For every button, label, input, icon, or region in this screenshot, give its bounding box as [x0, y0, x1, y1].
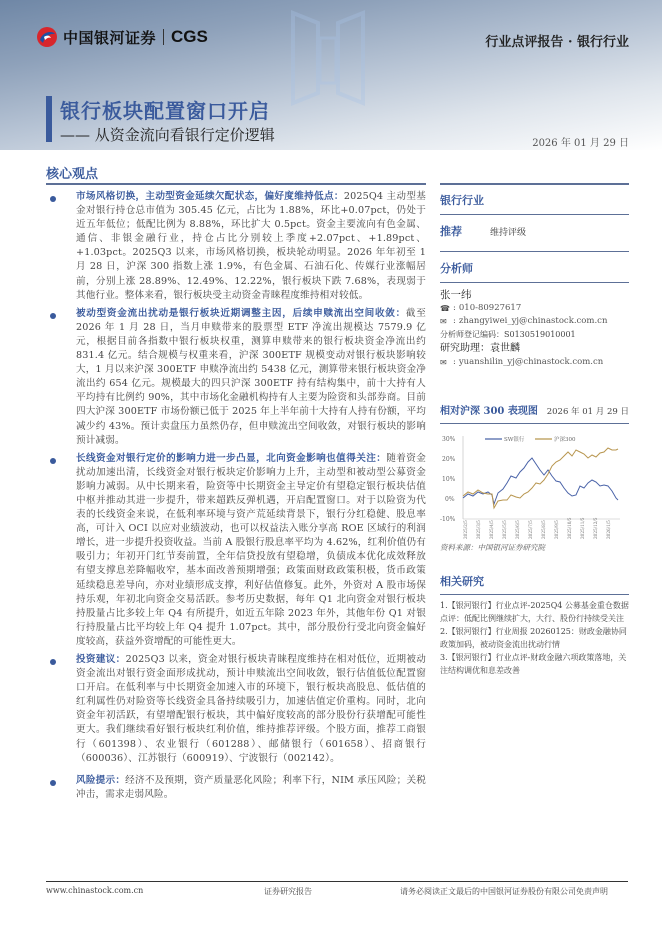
- analyst-heading: 分析师: [440, 262, 473, 275]
- bullet-text: 截至 2026 年 1 月 28 日，当月申赎带来的股票型 ETF 净流出规模达 7579.9 亿元，根据目前各指数中银行板块权重，测算申赎带来的银行板块资金净流出约 831.4 亿元。结合规模与权重来看，沪深 300ETF 规模变动对银行板块影响较大，1 月以来沪深 300ETF 申赎净流出约 5438 亿元，测算带来银行板块资金净流出约 654 亿元。规模最大的四只沪深 300ETF 持有结构集中，前十大持有人平均持有比例约 90%，其中市场化金融机构持有人主要为险资和头部券商。目前四大沪深 300ETF 市场份额已低于 2025 年上半年前十大持有人持有份额，平均减少约 43%。预计卖盘压力虽然仍存，但申赎流出空间收敛，对银行板块的影响预计减弱。: [76, 307, 426, 446]
- bullet-heading: 风险提示：: [76, 774, 126, 786]
- svg-text:2025/3/5: 2025/3/5: [476, 520, 481, 539]
- svg-text:2025/5/5: 2025/5/5: [502, 520, 507, 539]
- svg-text:-10%: -10%: [440, 516, 456, 523]
- svg-text:2025/11/5: 2025/11/5: [580, 517, 585, 539]
- report-date: 2026 年 01 月 29 日: [532, 138, 629, 149]
- bullet-heading: 长线资金对银行定价的影响力进一步凸显，北向资金影响也值得关注：: [76, 452, 387, 464]
- sidebar-divider: [440, 282, 629, 283]
- svg-text:2025/10/5: 2025/10/5: [567, 517, 572, 539]
- relative-performance-chart: [440, 402, 629, 553]
- svg-text:2025/12/5: 2025/12/5: [593, 517, 598, 539]
- envelope-icon: ✉: [440, 317, 447, 326]
- core-views-heading: 核心观点: [46, 167, 99, 182]
- rating-value: 维持评级: [490, 227, 527, 238]
- footer-website[interactable]: www.chinastock.com.cn: [46, 886, 144, 895]
- footer-center: 证券研究报告: [264, 887, 312, 896]
- series-sw-bank: [463, 458, 618, 504]
- list-item: [46, 307, 426, 448]
- analyst-phone: ☎ : 010-80927617: [440, 303, 522, 313]
- analyst-email[interactable]: ✉ : zhangyiwei_yj@chinastock.com.cn: [440, 316, 608, 326]
- envelope-icon: ✉: [440, 358, 447, 367]
- logo-divider: [163, 29, 164, 45]
- bullet-heading: 投资建议：: [76, 654, 126, 665]
- footer-divider: [46, 881, 628, 882]
- svg-text:20%: 20%: [442, 456, 456, 463]
- related-item[interactable]: 2.【银河银行】行业周报 20260125：财政金融协同政策加码，被动资金流出扰动行情: [440, 627, 627, 649]
- sidebar: [440, 183, 629, 369]
- list-item: [46, 190, 426, 303]
- svg-text:10%: 10%: [442, 476, 456, 483]
- chart-legend: [485, 435, 576, 443]
- related-research: [440, 573, 629, 677]
- chart-divider: [440, 423, 629, 424]
- title-accent-bar: [46, 96, 52, 142]
- related-heading: 相关研究: [440, 575, 484, 588]
- bullet-text: 随着资金扰动加速出清，长线资金对银行板块定价影响力上升，主动型和被动型公募资金影响力减弱。从中长期来看，险资等中长期资金主导定价有望稳定银行板块估值中枢并推动其进一步提升，带来超跌反弹机遇，开启配置窗口。对于以险资为代表的长线资金来说，在低利率环境与资产荒延续背景下，银行分红稳健、股息率高，可计入 OCI 以应对业绩波动，也可以权益法入账分享高 ROE 区域行的利润增长，进一步提升投资收益。当前 A 股银行股息率平均为 4.62%，红利价值仍有吸引力；年初开门红节奏前置，全年信贷投放有望稳增，负债成本优化成效释放有望支撑息差降幅收窄，基本面改善预期增强；政策面财政政策积极，货币政策延续稳息差导向，亦对业绩形成支撑，利好估值修复。此外，外资对 A 股市场保持乐观，年初北向资金交易活跃。参考历史数据，每年 Q1 北向资金对银行板块持股量占比多较上年 Q4 有所提升，如近五年除 2023 年外，其他年份 Q1 对银行持股量占比平均较上年 Q4 提升 1.07pct。其中，部分股份行受北向资金偏好度较高，获益外资增配的可能性更大。: [76, 452, 426, 647]
- svg-text:2025/6/5: 2025/6/5: [515, 520, 520, 539]
- research-assistant: 研究助理：袁世麟: [440, 343, 520, 354]
- page-subtitle: —— 从资金流向看银行定价逻辑: [60, 126, 275, 144]
- bullet-heading: 市场风格切换，主动型资金延续欠配状态，偏好度维持低点：: [76, 191, 344, 202]
- rating-label: 推荐: [440, 225, 462, 238]
- brand-logo: [36, 26, 208, 48]
- brand-name-cn: 中国银河证券: [63, 28, 157, 47]
- bullet-text: 2025Q4 主动型基金对银行持仓总市值为 305.45 亿元，占比为 1.88%，环比+0.07pct，仍处于近五年低位；低配比例为 8.88%，环比扩大 0.5pct。资金主要流向有色金属、通信、非银金融行业，持仓占比分别较上季度+2.07pct、+1.89pct、+1.03pct。2025Q3 以来，市场风格切换，板块轮动明显。2026 年年初至 1 月 28 日，沪深 300 指数上涨 1.9%，有色金属、石油石化、传媒行业涨幅居前，分别上涨 28.89%、12.49%、12.22%，银行板块下跌 7.68%，表现弱于其他行业。整体来看，银行板块受主动资金青睐程度维持相对较低。: [76, 191, 426, 301]
- related-item[interactable]: 1.【银河银行】行业点评-2025Q4 公募基金重仓数据点评：低配比例继续扩大，大行、股份行持续受关注: [440, 601, 629, 623]
- list-item: [46, 653, 426, 766]
- section-divider: [46, 183, 426, 185]
- svg-text:2025/2/5: 2025/2/5: [463, 520, 468, 539]
- chart-title: 相对沪深 300 表现图: [440, 406, 538, 417]
- chart-source: 资料来源：中国银河证券研究院: [440, 543, 545, 552]
- report-type: 行业点评报告 · 银行行业: [485, 35, 629, 50]
- svg-text:2026/1/5: 2026/1/5: [606, 520, 611, 539]
- registration-code: 分析师登记编码：S0130519010001: [440, 330, 576, 339]
- bullet-icon: [50, 313, 56, 319]
- page-title: 银行板块配置窗口开启: [60, 99, 270, 123]
- analyst-name: 张一纬: [440, 289, 472, 301]
- industry-label: 银行行业: [440, 194, 484, 207]
- bullet-text: 经济不及预期，资产质量恶化风险；利率下行，NIM 承压风险；关税冲击，需求走弱风险。: [76, 774, 427, 800]
- chart-date: 2026 年 01 月 29 日: [546, 407, 629, 417]
- bullet-icon: [50, 780, 56, 786]
- svg-text:SW银行: SW银行: [504, 437, 525, 443]
- bullet-text: 2025Q3 以来，资金对银行板块青睐程度维持在相对低位，近期被动资金流出对银行资金面形成扰动，预计申赎流出空间收敛，银行估值低位配置窗口开启。在低利率与中长期资金加速入市的环境下，银行板块高股息、低估值的红利属性仍对险资等长线资金具备持续吸引力，加速估值定价重构。同时，北向资金年初活跃，有望增配银行板块，其中偏好度较高的部分股份行获增配可能性更大。我们继续看好银行板块红利价值，维持推荐评级。个股方面，推荐工商银行（601398）、农业银行（601288）、邮储银行（601658）、招商银行（600036）、江苏银行（600919）、宁波银行（002142）。: [76, 654, 427, 764]
- sidebar-divider: [440, 251, 629, 252]
- list-item: [46, 452, 426, 649]
- sidebar-divider: [440, 183, 629, 185]
- phone-icon: ☎: [440, 304, 450, 313]
- series-hs300: [463, 448, 618, 508]
- related-item[interactable]: 3.【银河银行】行业点评-财政金融六项政策落地，关注结构调优和息差改善: [440, 653, 627, 675]
- galaxy-logo-icon: [36, 26, 58, 48]
- list-item: [46, 774, 426, 802]
- svg-text:沪深300: 沪深300: [554, 437, 576, 443]
- footer-disclaimer: 请务必阅读正文最后的中国银河证券股份有限公司免责声明: [400, 887, 608, 896]
- related-divider: [440, 594, 629, 595]
- bullet-icon: [50, 196, 56, 202]
- svg-text:2025/8/5: 2025/8/5: [541, 520, 546, 539]
- brand-name-en: CGS: [171, 27, 208, 46]
- assistant-email[interactable]: ✉ : yuanshilin_yj@chinastock.com.cn: [440, 357, 604, 367]
- bullet-icon: [50, 458, 56, 464]
- svg-text:2025/9/5: 2025/9/5: [554, 520, 559, 539]
- sidebar-divider: [440, 214, 629, 215]
- bullet-icon: [50, 659, 56, 665]
- line-chart: [440, 428, 629, 540]
- rating-row: [440, 219, 629, 247]
- cgs-watermark-icon: [288, 8, 368, 108]
- svg-text:30%: 30%: [442, 436, 456, 443]
- svg-text:2025/4/5: 2025/4/5: [489, 520, 494, 539]
- bullet-heading: 被动型资金流出扰动是银行板块近期调整主因，后续申赎流出空间收敛：: [76, 307, 406, 319]
- svg-text:0%: 0%: [445, 496, 455, 503]
- svg-text:2025/7/5: 2025/7/5: [528, 520, 533, 539]
- core-views-list: [46, 190, 426, 806]
